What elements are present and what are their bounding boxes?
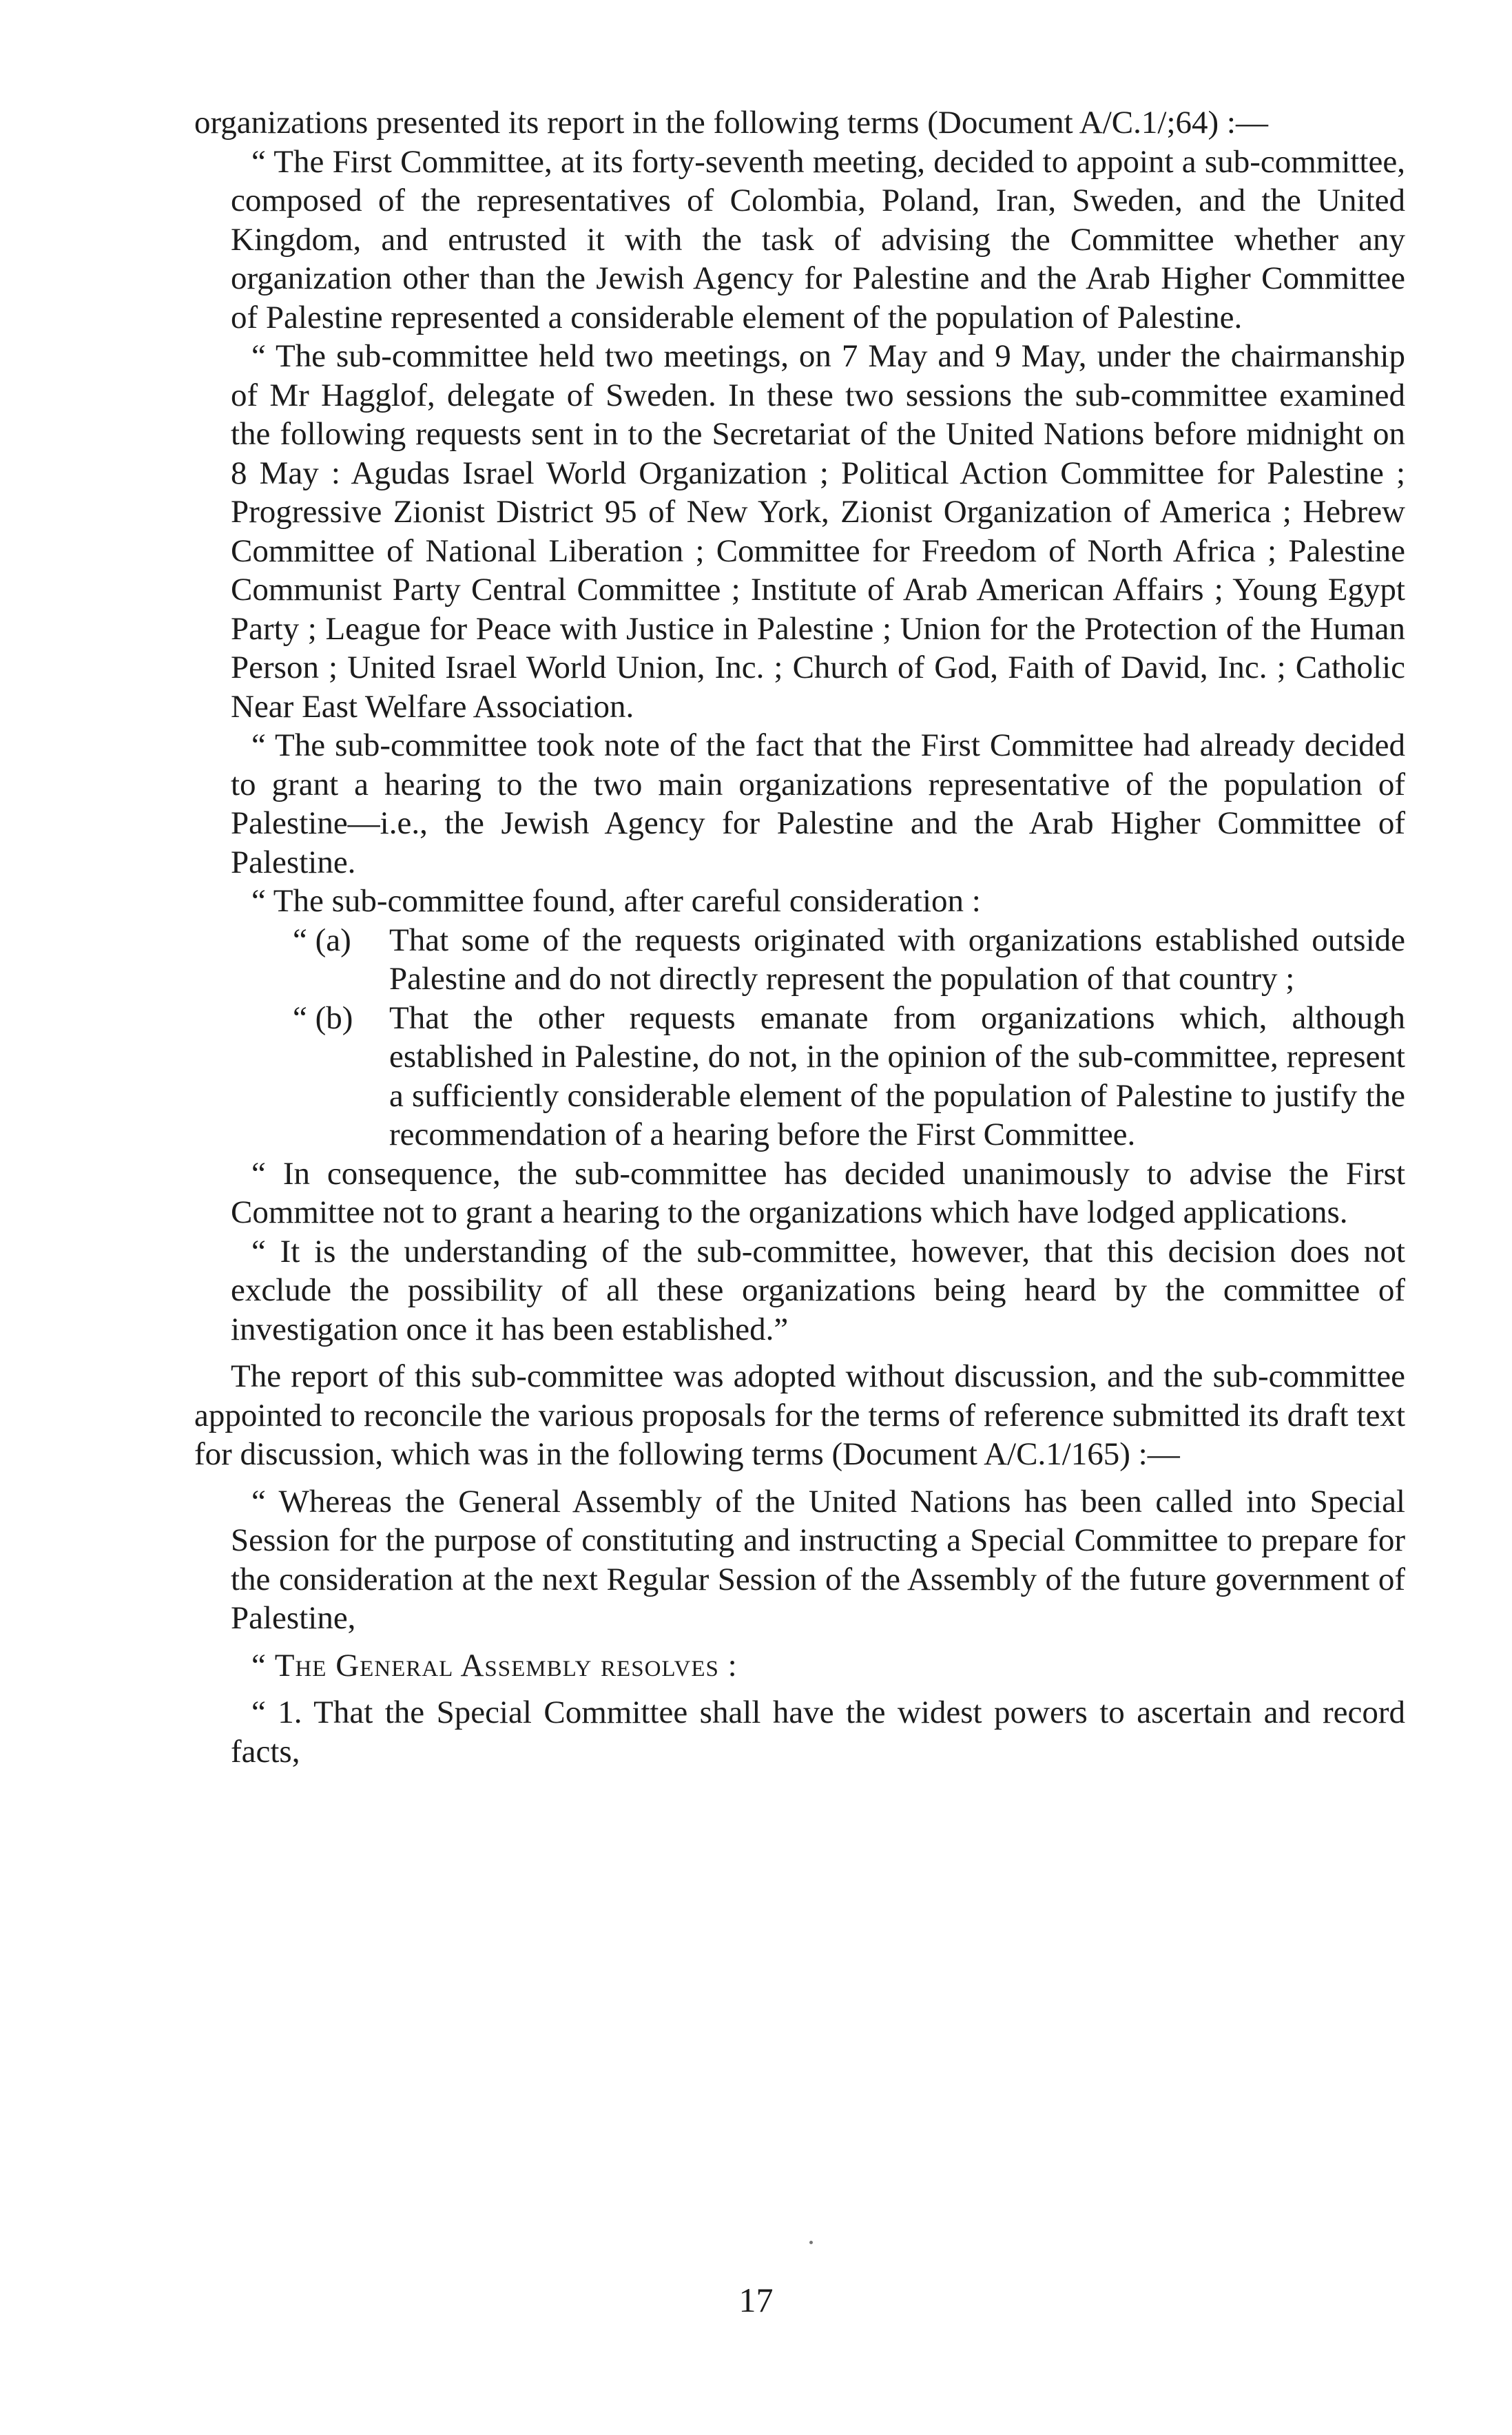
resolves-heading: “ The General Assembly resolves : (251, 1647, 738, 1683)
report-conclusion: “ In consequence, the sub-committee has decided unanimously to advise the First Committee not to grant a hearing to the organizations which have lodged applications. (231, 1155, 1405, 1230)
report-paragraph: “ The sub-committee found, after careful consideration : (251, 883, 981, 919)
finding-item (231, 921, 1405, 999)
page-body (194, 103, 1405, 1771)
finding-text: That the other requests emanate from organizations which, although established in Palestine, do not, in the opinion of the sub-committee, represent a sufficiently considerable element of the population of Palestine to justify the recommendation of a hearing before the First Committee. (389, 999, 1405, 1152)
report-paragraph: “ The sub-committee took note of the fact that the First Committee had already decided to grant a hearing to the two main organizations representative of the population of Palestine—i.e., the Jewish Agency for Palestine and the Arab Higher Committee of Palestine. (231, 727, 1405, 880)
clause-one: “ 1. That the Special Committee shall have the widest powers to ascertain and record facts, (231, 1695, 1405, 1770)
finding-marker: “ (b) (293, 999, 353, 1036)
finding-marker: “ (a) (293, 922, 351, 958)
whereas-clause: “ Whereas the General Assembly of the United Nations has been called into Special Session for the purpose of constituting and instructing a Special Committee to prepare for the consideration at the next Regular Session of the Assembly of the future government of Palestine, (231, 1483, 1405, 1636)
print-speck (809, 2241, 813, 2244)
report-paragraph: “ The sub-committee held two meetings, on 7 May and 9 May, under the chairmanship of Mr Hagglof, delegate of Sweden. In these two sessions the sub-committee examined the following requests sent in to the Secretariat of the United Nations before midnight on 8 May : Agudas Israel World Organization ; Political Action Committee for Palestine ; Progressive Zionist District 95 of New York, Zionist Organization of America ; Hebrew Committee of National Liberation ; Committee for Freedom of North Africa ; Palestine Communist Party Central Committee ; Institute of Arab American Affairs ; Young Egypt Party ; League for Peace with Justice in Palestine ; Union for the Protection of the Human Person ; United Israel World Union, Inc. ; Church of God, Faith of David, Inc. ; Catholic Near East Welfare Association. (231, 338, 1405, 725)
intro-paragraph: organizations presented its report in the following terms (Document A/C.1/;64) :— (194, 105, 1268, 141)
finding-text: That some of the requests originated with organizations established outside Palestine and do not directly represent the population of that country ; (389, 922, 1405, 997)
narrative-paragraph: The report of this sub-committee was adopted without discussion, and the sub-committee appointed to reconcile the various proposals for the terms of reference submitted its draft text for discussion, which was in the following terms (Document A/C.1/165) :— (194, 1358, 1405, 1472)
findings-list (231, 921, 1405, 1154)
report-paragraph: “ The First Committee, at its forty-seventh meeting, decided to appoint a sub-committee, composed of the representatives of Colombia, Poland, Iran, Sweden, and the United Kingdom, and entrusted it with the task of advising the Committee whether any organization other than the Jewish Agency for Palestine and the Arab Higher Committee of Palestine represented a considerable element of the population of Palestine. (231, 143, 1405, 335)
page-number: 17 (738, 2281, 774, 2319)
finding-item (231, 999, 1405, 1154)
report-conclusion: “ It is the understanding of the sub-committee, however, that this decision does not exclude the possibility of all these organizations being heard by the committee of investigation once it has been established.” (231, 1233, 1405, 1347)
